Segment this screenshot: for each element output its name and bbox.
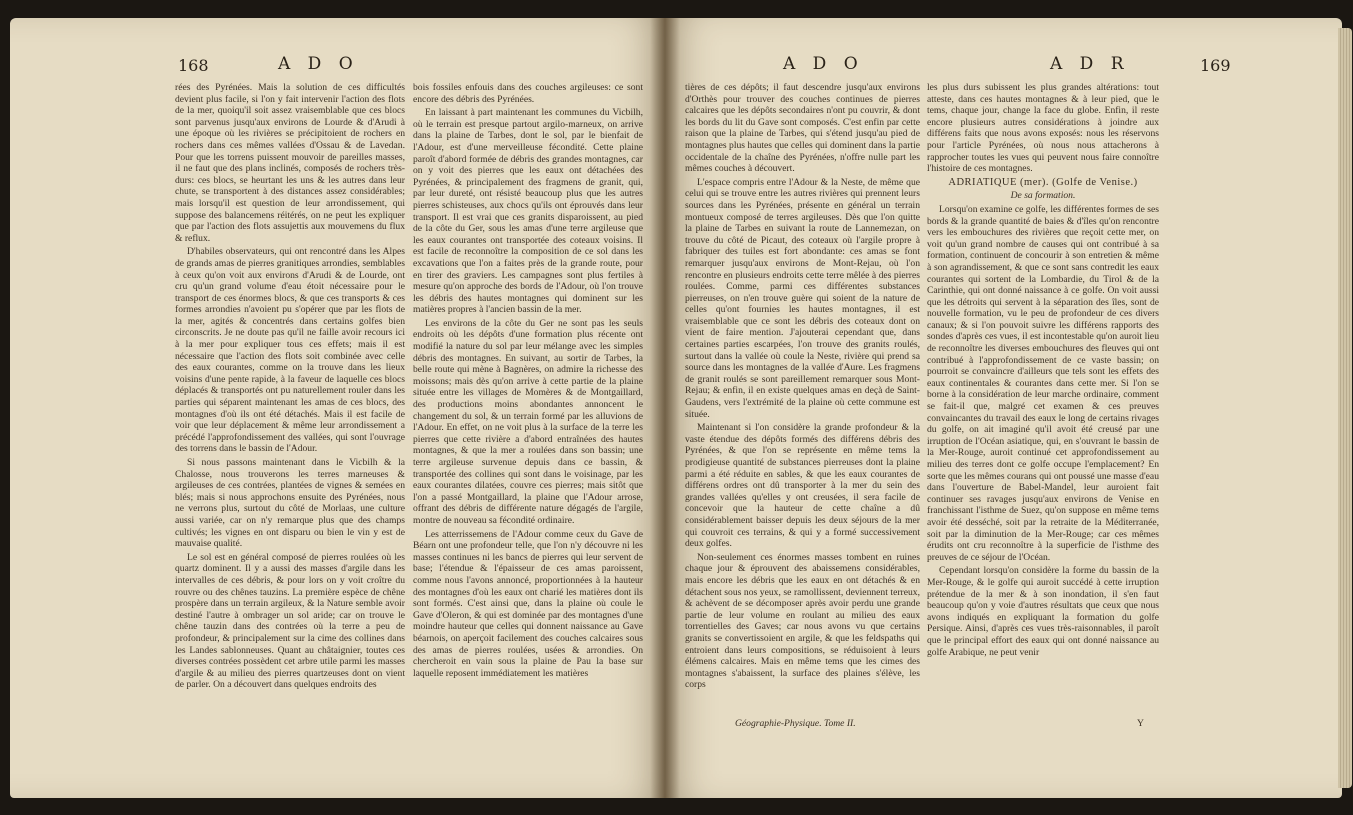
article-heading: ADRIATIQUE (mer). (Golfe de Venise.) [948,176,1138,188]
left-page-number: 168 [178,56,209,75]
signature-mark: Y [1137,718,1144,729]
paragraph: Lorsqu'on examine ce golfe, les différentes formes de ses bords & la grande quantité de baies & d'îles qu'on rencontre vers les embouchures des rivières que reçoit cette mer, on voit qu'un grand nombre de causes qui ont contribué à sa formation, continuent de concourir à son entretien & même à son agrandissement, & que ce sont sans contredit les eaux courantes qui sortent de la Lombardie, du Tirol & de la Carinthie, qui ont donné naissance à ce golfe. On voit aussi que les détroits qui servent à la séparation des îles, sont de nouvelle formation, vu le peu de profondeur de ces divers canaux; & si l'on pouvoit suivre les différens rapports des sondes d'après ces vues, il est incontestable qu'on auroit lieu de reconnoître les diverses embouchures des fleuves qui ont contribué à l'approfondissement de ce vaste bassin; on pourroit se convaincre d'ailleurs que tels sont les effets des eaux continentales & courantes dans cette mer. Si l'on se borne à la considération de leur marche ordinaire, comment se fait-il que, malgré cet examen & ces preuves convaincantes du travail des eaux le long de certains rivages du golfe, on ait imaginé qu'il avoit été creusé par une irruption de l'Océan asiatique, qui, en s'ouvrant le bassin de la Mer-Rouge, auroit continué cet approfondissement au milieu des terres dont ce golfe occupe l'emplacement? En sorte que les mêmes courans qui ont poussé une masse d'eau dans l'ouverture de Babel-Mandel, leur auroient fait continuer ses ravages jusqu'aux environs de Venise en franchissant l'isthme de Suez, qu'on suppose en même tems avoir été desséché, soit par la retraite de la Méditerranée, soit par la diminution de la Mer-Rouge; car ces mêmes érudits ont cru reconnoître à la superficie de l'isthme des preuves de ce séjour de l'Océan. [927,203,1159,563]
left-column-2 [413,82,643,681]
paragraph: rées des Pyrénées. Mais la solution de ces difficultés devient plus facile, si l'on y fait intervenir l'action des flots de la mer, quoiqu'il soit assez vraisemblable que ces blocs sont parvenus jusqu'aux environs de Lourde & d'Arudi à une époque où les rivières se précipitoient de rochers en rochers dans ces mêmes vallées d'Ossau & de Lavedan. Pour que les torrens puissent mouvoir de pareilles masses, il ne faut que des plans inclinés, composés de rochers très-durs: ces blocs, se heurtant les uns & les autres dans leur chute, se transportent à des distances assez considérables; mais lorsqu'il est question de leur arrondissement, qui suppose des balancemens réitérés, on ne peut les expliquer que par l'action des flots assujettis aux mouvemens du flux & reflux. [175,82,405,244]
page-edges [1338,28,1352,788]
paragraph: les plus durs subissent les plus grandes altérations: tout atteste, dans ces hautes montagnes & à leur pied, que le tems, chaque jour, change la face du globe. Enfin, il reste encore plusieurs autres considérations à joindre aux différens faits que nous avons exposés: nous les réservons pour l'article Pyrénées, où nous nous attacherons à rapprocher toutes les vues qui peuvent nous faire connoître l'histoire de ces montagnes. [927,82,1159,175]
paragraph: L'espace compris entre l'Adour & la Neste, de même que celui qui se trouve entre les autres rivières qui prennent leurs sources dans les Pyrénées, présente en général un terrain montueux composé de terres argileuses. Dès que l'on quitte la plaine de Tarbes en suivant la route de Lannemezan, on trouve du côté de Picaut, des coteaux où l'argile propre à fabriquer des tuiles est fort abondante: ces amas se font remarquer jusqu'aux environs de Mont-Rejau, où l'on rencontre en plusieurs endroits cette terre mêlée à des pierres roulées. Comme, parmi ces différentes substances pierreuses, on n'en trouve guère qui soient de la nature de celles qu'ont fournies les hautes montagnes, il est vraisemblable que ce sont les débris des coteaux dont on vient de faire mention. J'ajouterai cependant que, dans certaines parties escarpées, l'on trouve des granits roulés, surtout dans la vallée où coule la Neste, rivière qui prend sa source dans les montagnes de la vallée d'Aure. Les fragmens de granit roulés se sont pareillement remarquer sous Mont-Rejau; & enfin, il en existe quelques amas en deçà de Saint-Gaudens, vers l'extrémité de la plaine où cette commune est située. [685,176,920,420]
paragraph: En laissant à part maintenant les communes du Vicbilh, où le terrain est presque partout argilo-marneux, on arrive dans la plaine de Tarbes, dont le sol, par le bienfait de l'Adour, est d'une merveilleuse fécondité. Cette plaine paroît d'abord formée de débris des grandes montagnes, car on y voit des pierres que les eaux ont détachées des Pyrénées, & principalement des fragmens de granit, qui, par leur dureté, ont résisté beaucoup plus que les autres pierres schisteuses, aux chocs qu'ils ont éprouvés dans leur transport. Il est vrai que ces granits disparoissent, au pied de la côte du Ger, sous les amas d'une terre argileuse que les eaux courantes ont transportée des coteaux voisins. Il est facile de reconnoître la composition de ce sol dans les excavations que l'on a faites près de la grande route, pour en tirer des graviers. Les campagnes sont plus fertiles à mesure qu'on approche des bords de l'Adour, où l'on trouve les débris des hautes montagnes qui dominent sur les matières propres à l'ancien bassin de la mer. [413,107,643,316]
paragraph: D'habiles observateurs, qui ont rencontré dans les Alpes de grands amas de pierres granitiques arrondies, semblables à ceux qu'on voit aux environs d'Arudi & de Lourde, ont cru qu'un grand volume d'eau étoit nécessaire pour le transport de ces énormes blocs, & que ces transports & ces formes arrondies n'avoient pu s'opérer que par les flots de la mer, agités & concentrés dans certains golfes bien circonscrits. Je ne doute pas qu'il ne faille avoir recours ici à la mer pour expliquer tous ces effets; mais il est nécessaire que l'action des flots soit combinée avec celle des eaux courantes, comme on la trouve dans les lieux voisins d'une pente rapide, à la faveur de laquelle ces blocs déplacés & transportés ont pu naturellement rouler dans les parties qui séparent maintenant les amas de ces blocs, des montagnes d'où ils ont été détachés. Mais il est facile de voir que leur déplacement & même leur arrondissement a précédé l'approfondissement des vallées, qui sont l'ouvrage des torrens dans le bassin de l'Adour. [175,246,405,455]
right-column-2 [927,82,1159,660]
book-gutter [650,18,680,798]
right-column-1 [685,82,920,693]
page-footer: Géographie-Physique. Tome II. [735,718,856,729]
right-page-number: 169 [1200,56,1231,75]
paragraph: Non-seulement ces énormes masses tombent en ruines chaque jour & éprouvent des abaissemens considérables, mais encore les débris que les eaux en ont détachés & en détachent sous nos yeux, se ramollissent, deviennent terreux, & achèvent de se décomposer après avoir perdu une grande partie de leur volume en roulant au milieu des eaux torrentielles des Gaves; car nous avons vu que certains granits se convertissoient en argile, & que les feldspaths qui entroient dans leurs compositions, se réduisoient à leurs élémens calcaires. Mais en même tems que les cimes des montagnes s'abaissent, la surface des plaines s'élève, les corps [685,551,920,691]
paragraph: Le sol est en général composé de pierres roulées où les quartz dominent. Il y a aussi des masses d'argile dans les intervalles de ces débris, & pour lors on y voit croître du rouvre ou des chênes tauzins. La première espèce de chêne prospère dans un terrain argileux, & la Nature semble avoir destiné l'autre à ombrager un sol aride; car on trouve le chêne tauzin dans des contrées où la terre a peu de profondeur, & principalement sur la cime des collines dans les Landes sablonneuses. Quant au châtaignier, toutes ces diverses contrées possèdent cet arbre utile parmi les masses d'argile & au milieu des pierres quartzeuses dont on vient de parler. On a découvert dans quelques endroits des [175,551,405,691]
paragraph: bois fossiles enfouis dans des couches argileuses: ce sont encore des débris des Pyrénées. [413,82,643,105]
paragraph: Maintenant si l'on considère la grande profondeur & la vaste étendue des dépôts formés des différens débris des Pyrénées, & que l'on se représente en même tems la prodigieuse quantité de substances pierreuses dont la plaine parmi a été réduite en sables, & que les eaux courantes de différens ordres ont dû transporter à la mer du sein des grandes vallées qu'elles y ont creusées, il sera facile de concevoir que la hauteur de cette chaîne a dû considérablement baisser depuis les deux séjours de la mer qui couvroit ces terrains, & qui y a formé successivement deux golfes. [685,422,920,550]
paragraph: Cependant lorsqu'on considère la forme du bassin de la Mer-Rouge, & le golfe qui auroit succédé à cette irruption prétendue de la mer & à son inondation, il s'en faut beaucoup qu'on y voie d'autres résultats que ceux que nous avons indiqués en expliquant la formation du golfe Persique. Ainsi, d'après ces vues très-raisonnables, il paroît que le principal effort des eaux qui ont donné naissance au golfe Arabique, ne peut venir [927,565,1159,658]
open-book [10,18,1342,808]
right-page [665,18,1342,798]
paragraph: Si nous passons maintenant dans le Vicbilh & la Chalosse, nous trouverons les terres marneuses & argileuses de ces contrées, plantées de vignes & semées en blés; mais si nous approchons ensuite des Pyrénées, nous ne verrons plus, surtout du côté de Morlaas, une culture aussi variée, car on n'y remarque plus que des champs cultivés; les vignes en ont disparu ou bien le vin y est de mauvaise qualité. [175,457,405,550]
left-running-head: A D O [278,54,359,74]
right-running-head-right: A D R [1050,54,1130,74]
paragraph: Les environs de la côte du Ger ne sont pas les seuls endroits où les dépôts d'une formation plus récente ont modifié la nature du sol par leur mélange avec les simples débris des montagnes. En suivant, au sortir de Tarbes, la belle route qui mène à Bagnères, on admire la richesse des moissons; mais dès qu'on arrive à cette partie de la plaine située entre les villages de Momères & de Montgaillard, des productions moins abondantes annoncent le changement du sol, & un terrain formé par les alluvions de l'Adour. En effet, on ne voit plus à la surface de la terre les pierres que cette rivière a d'abord entraînées des hautes montagnes, & que la mer a roulées dans son bassin; une terre argileuse survenue depuis dans ce bassin, & transportée des collines qui sont dans le voisinage, par les eaux courantes dilatées, couvre ces pierres; mais sitôt que l'on a passé Montgaillard, la plaine que l'Adour arrose, offrant des débris de différente nature dégagés de l'argile, montre de nouveau sa fécondité ordinaire. [413,317,643,526]
left-column-1 [175,82,405,693]
paragraph: Les atterrissemens de l'Adour comme ceux du Gave de Béarn ont une profondeur telle, que l'on n'y découvre ni les masses continues ni les bancs de pierres qui leur servent de base; l'étendue & l'épaisseur de ces amas paroissent, comme nous l'avons annoncé, proportionnées à la hauteur des montagnes d'où les eaux ont charié les matières dont ils sont formés. C'est ainsi que, dans la plaine où coule le Gave d'Oleron, & qui est dominée par des montagnes d'une moindre hauteur que celles qui donnent naissance au Gave béarnois, on aperçoit facilement des couches calcaires sous des amas de pierres roulées, usées & arrondies. On chercheroit en vain sous la plaine de Pau la base sur laquelle reposent immédiatement les matières [413,528,643,679]
right-running-head-left: A D O [783,54,864,74]
article-subheading: De sa formation. [1010,190,1076,202]
paragraph: tières de ces dépôts; il faut descendre jusqu'aux environs d'Orthès pour trouver des couches continues de pierres calcaires que les dépôts secondaires n'ont pu couvrir, & dont les bords du lit du Gave sont composés. C'est enfin par cette raison que la plaine de Tarbes, qui s'étend jusqu'au pied de montagnes plus hautes que celles qui dominent dans la partie occidentale de la chaîne des Pyrénées, n'offre nulle part les mêmes couches à découvert. [685,82,920,175]
left-page [10,18,665,798]
